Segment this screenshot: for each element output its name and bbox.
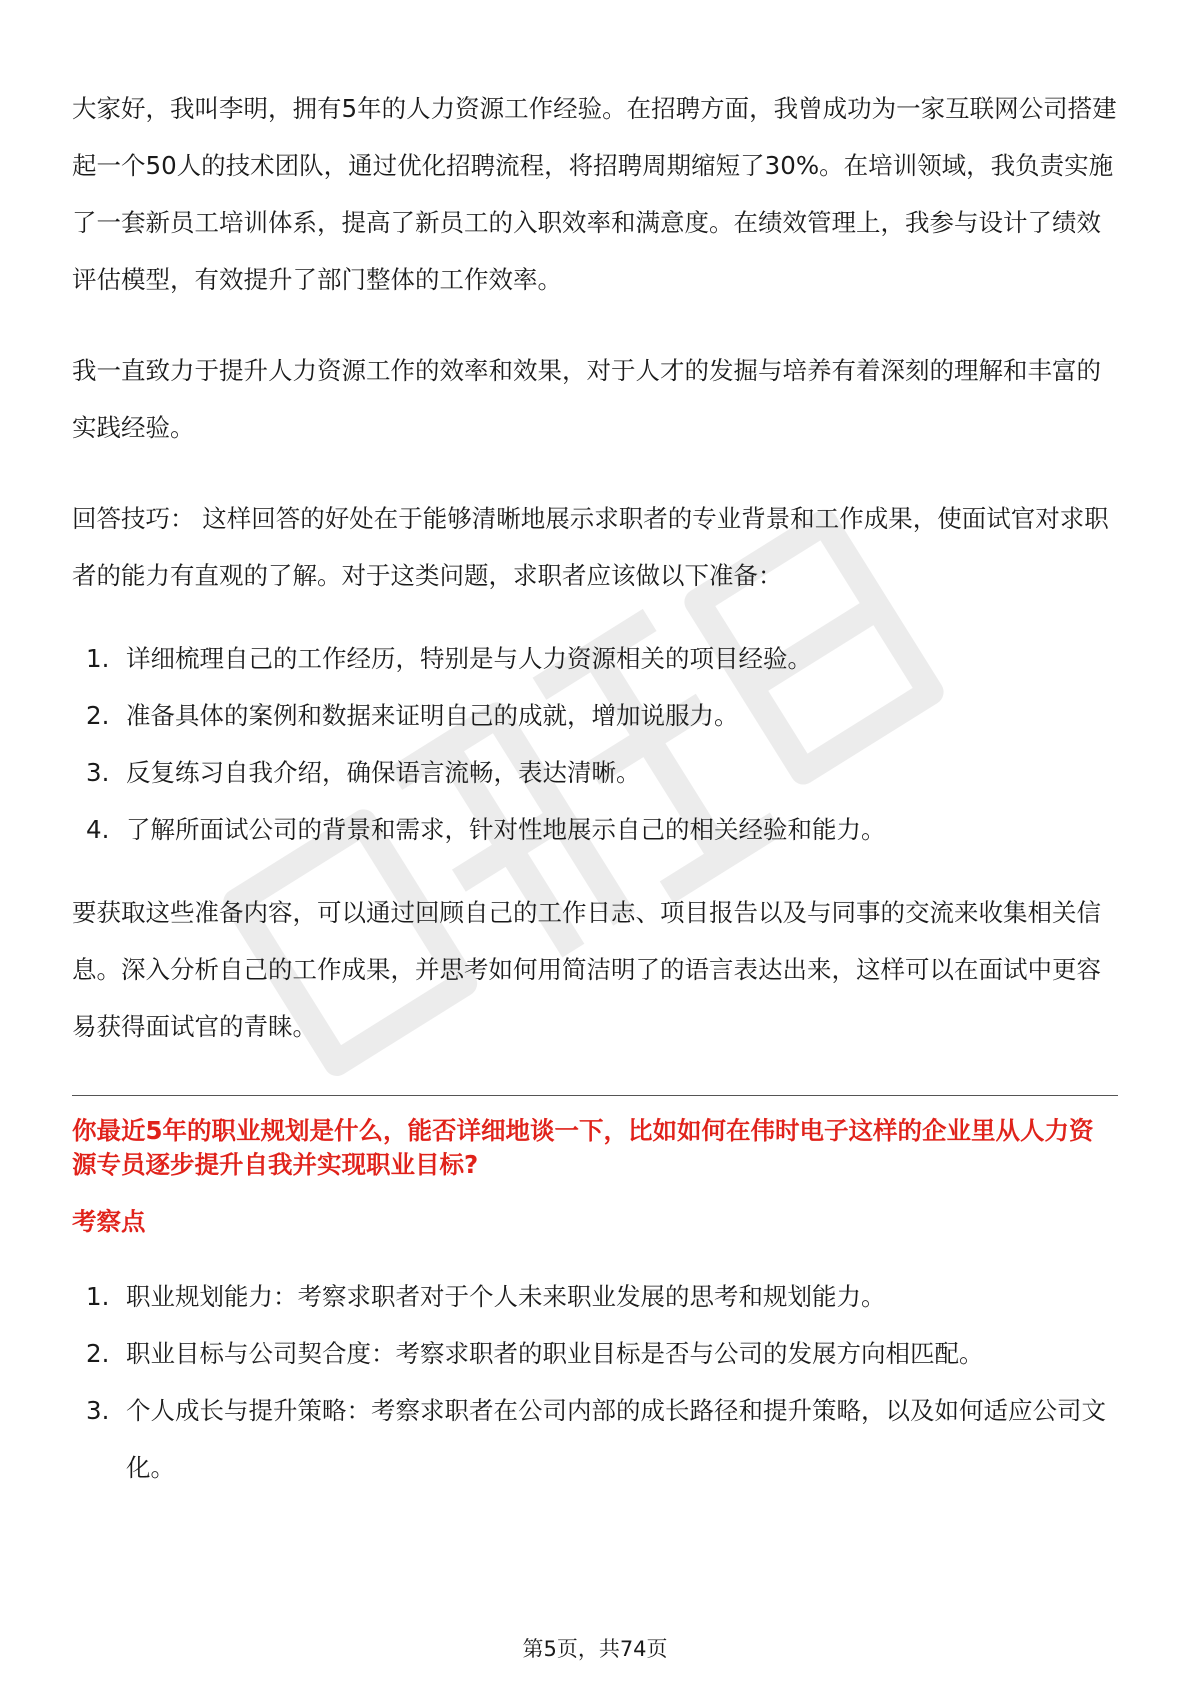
list-item-text: 个人成长与提升策略：考察求职者在公司内部的成长路径和提升策略，以及如何适应公司文化。 xyxy=(126,1396,1106,1482)
list-item-number: 1. xyxy=(86,644,110,673)
list-item-number: 3. xyxy=(86,1396,110,1425)
list-item-text: 反复练习自我介绍，确保语言流畅，表达清晰。 xyxy=(126,758,641,787)
assessment-points-heading: 考察点 xyxy=(72,1207,146,1236)
list-item xyxy=(72,801,1118,858)
list-item-text: 详细梳理自己的工作经历，特别是与人力资源相关的项目经验。 xyxy=(126,644,812,673)
assessment-points-list xyxy=(72,1268,1118,1496)
list-item xyxy=(72,1268,1118,1325)
list-item-number: 2. xyxy=(86,1339,110,1368)
list-item-text: 了解所面试公司的背景和需求，针对性地展示自己的相关经验和能力。 xyxy=(126,815,886,844)
list-item-number: 1. xyxy=(86,1282,110,1311)
list-item xyxy=(72,744,1118,801)
list-item xyxy=(72,1382,1118,1496)
question-heading: 你最近5年的职业规划是什么，能否详细地谈一下，比如如何在伟时电子这样的企业里从人力资源专员逐步提升自我并实现职业目标? xyxy=(72,1116,1094,1179)
answer-tips-paragraph: 回答技巧： 这样回答的好处在于能够清晰地展示求职者的专业背景和工作成果，使面试官对求职者的能力有直观的了解。对于这类问题，求职者应该做以下准备： xyxy=(72,504,1109,590)
list-item-text: 职业规划能力：考察求职者对于个人未来职业发展的思考和规划能力。 xyxy=(126,1282,886,1311)
list-item-text: 职业目标与公司契合度：考察求职者的职业目标是否与公司的发展方向相匹配。 xyxy=(126,1339,984,1368)
list-item xyxy=(72,687,1118,744)
answer-paragraph-1: 大家好，我叫李明，拥有5年的人力资源工作经验。在招聘方面，我曾成功为一家互联网公司搭建起一个50人的技术团队，通过优化招聘流程，将招聘周期缩短了30%。在培训领域，我负责实施了一套新员工培训体系，提高了新员工的入职效率和满意度。在绩效管理上，我参与设计了绩效评估模型，有效提升了部门整体的工作效率。 xyxy=(72,94,1117,294)
list-item-number: 3. xyxy=(86,758,110,787)
page-content xyxy=(72,80,1118,1496)
list-item-number: 2. xyxy=(86,701,110,730)
closing-paragraph: 要获取这些准备内容，可以通过回顾自己的工作日志、项目报告以及与同事的交流来收集相关信息。深入分析自己的工作成果，并思考如何用简洁明了的语言表达出来，这样可以在面试中更容易获得面试官的青睐。 xyxy=(72,898,1101,1041)
list-item-text: 准备具体的案例和数据来证明自己的成就，增加说服力。 xyxy=(126,701,739,730)
page-number: 第5页，共74页 xyxy=(522,1637,668,1661)
list-item-number: 4. xyxy=(86,815,110,844)
list-item xyxy=(72,1325,1118,1382)
preparation-list xyxy=(72,630,1118,858)
list-item xyxy=(72,630,1118,687)
answer-paragraph-2: 我一直致力于提升人力资源工作的效率和效果，对于人才的发掘与培养有着深刻的理解和丰富的实践经验。 xyxy=(72,356,1101,442)
